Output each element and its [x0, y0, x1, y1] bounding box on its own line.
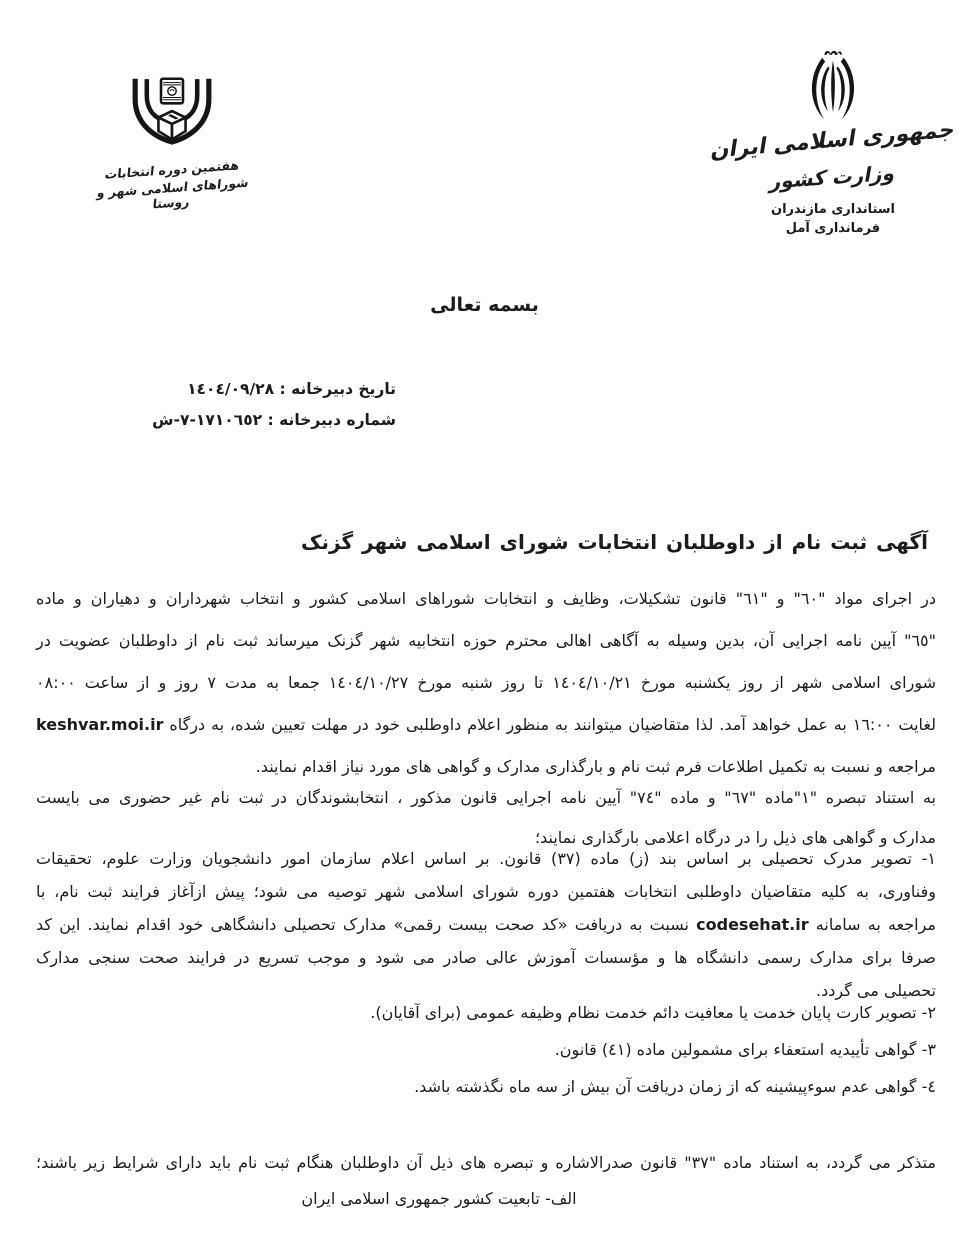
body-line: "٦٥" آیین نامه اجرایی آن، بدین وسیله به آگاهی اهالی محترم حوزه انتخابیه شهر گزنک میرساند ثبت نام از داوطلبان عضویت در: [36, 631, 936, 650]
body-line: ١- تصویر مدرک تحصیلی بر اساس بند (ز) ماده (٣٧) قانون. بر اساس اعلام سازمان امور دانشجویان وزارت علوم، تحقیقات: [36, 849, 936, 868]
body-line: [36, 908, 936, 941]
body-line: مراجعه و نسبت به تکمیل اطلاعات فرم ثبت نام و بارگذاری مدارک و گواهی های مورد نیاز اقدام نمایند.: [255, 757, 936, 776]
condition-alef-citizenship: [36, 1182, 936, 1215]
body-line: متذکر می گردد، به استناد ماده "٣٧" قانون صدرالاشاره و تبصره های ذیل آن داوطلبان هنگام ثبت نام باید دارای شرایط زیر باشند؛: [36, 1153, 937, 1172]
iran-national-emblem-icon: [803, 46, 863, 124]
closing-reminder: [36, 1146, 936, 1179]
election-ballot-box-logo-icon: [130, 70, 214, 156]
body-text: مراجعه به سامانه: [815, 915, 937, 934]
letterhead-block: [693, 46, 969, 236]
besmele-invocation: بسمه تعالی: [430, 294, 539, 316]
required-document-item-1: [36, 842, 936, 1007]
province-office: استانداری مازندران: [770, 202, 896, 217]
verification-portal-url: codesehat.ir: [696, 915, 809, 934]
body-line: الف- تابعیت کشور جمهوری اسلامی ایران: [301, 1189, 577, 1208]
body-line: تحصیلی می گردد.: [816, 981, 936, 1000]
ministry-name: وزارت کشور: [768, 160, 898, 194]
required-document-item-3: [36, 1033, 936, 1066]
election-logo-caption-line2: شوراهای اسلامی شهر و روستا: [96, 174, 250, 212]
body-line: صرفا برای مدارک رسمی دانشگاه ها و مؤسسات آموزش عالی صادر می شود و موجب تسریع در فرایند صحت سنجی مدارک: [36, 948, 936, 967]
election-logo-caption-line1: هفتمین دوره انتخابات: [104, 157, 240, 182]
body-line: مدارک و گواهی های ذیل را در درگاه اعلامی بارگذاری نمایند؛: [535, 828, 936, 847]
county-office: فرمانداری آمل: [785, 221, 881, 236]
secretariat-number-line: شماره دبیرخانه : ١٧١٠٦٥٢-٧-ش: [152, 411, 396, 429]
country-name: جمهوری اسلامی ایران: [709, 117, 957, 164]
body-line: شورای اسلامی شهر از روز یکشنبه مورخ ١٤٠٤/١٠/٢١ تا روز شنبه مورخ ١٤٠٤/١٠/٢٧ جمعا به مدت ٧ روز و از ساعت ٠٨:٠٠: [36, 673, 937, 692]
body-line: ٢- تصویر کارت پایان خدمت یا معافیت دائم خدمت نظام وظیفه عمومی (برای آقایان).: [370, 1003, 936, 1022]
body-line: [36, 704, 936, 746]
body-text: لغایت ١٦:٠٠ به عمل خواهد آمد. لذا متقاضیان میتوانند به منظور اعلام داوطلبی خود در مهلت تعیین شده، به درگاه: [169, 715, 937, 734]
paragraph-legal-basis: [36, 578, 936, 788]
secretariat-meta-block: [58, 374, 396, 436]
body-line: در اجرای مواد "٦٠" و "٦١" قانون تشکیلات، وظایف و انتخابات شوراهای اسلامی کشور و انتخاب شهرداران و دهیاران و ماده: [36, 589, 937, 608]
election-logo-block: [77, 70, 267, 210]
body-line: وفناوری، به کلیه متقاضیان داوطلبی انتخابات هفتمین دوره شورای اسلامی شهر توصیه می شود؛ پیش ازآغاز فرایند ثبت نام، با: [36, 882, 936, 901]
notice-title: آگهی ثبت نام از داوطلبان انتخابات شورای اسلامی شهر گزنک: [301, 530, 928, 554]
required-document-item-4: [36, 1070, 936, 1103]
registration-portal-url: keshvar.moi.ir: [36, 715, 164, 734]
required-document-item-2: [36, 996, 936, 1029]
body-line: به استناد تبصره "١"ماده "٦٧" و ماده "٧٤" آیین نامه اجرایی قانون مذکور ، انتخابشوندگان در ثبت نام غیر حضوری می بایست: [36, 788, 936, 807]
body-line: ٤- گواهی عدم سوءپیشینه که از زمان دریافت آن بیش از سه ماه نگذشته باشد.: [414, 1077, 936, 1096]
body-text: نسبت به دریافت «کد صحت بیست رقمی» مدارک تحصیلی دانشگاهی خود اقدام نمایند. این کد: [36, 915, 689, 934]
body-line: ٣- گواهی تأییدیه استعفاء برای مشمولین ماده (٤١) قانون.: [554, 1040, 936, 1059]
secretariat-date-line: تاریخ دبیرخانه : ١٤٠٤/٠٩/٢٨: [187, 380, 396, 398]
